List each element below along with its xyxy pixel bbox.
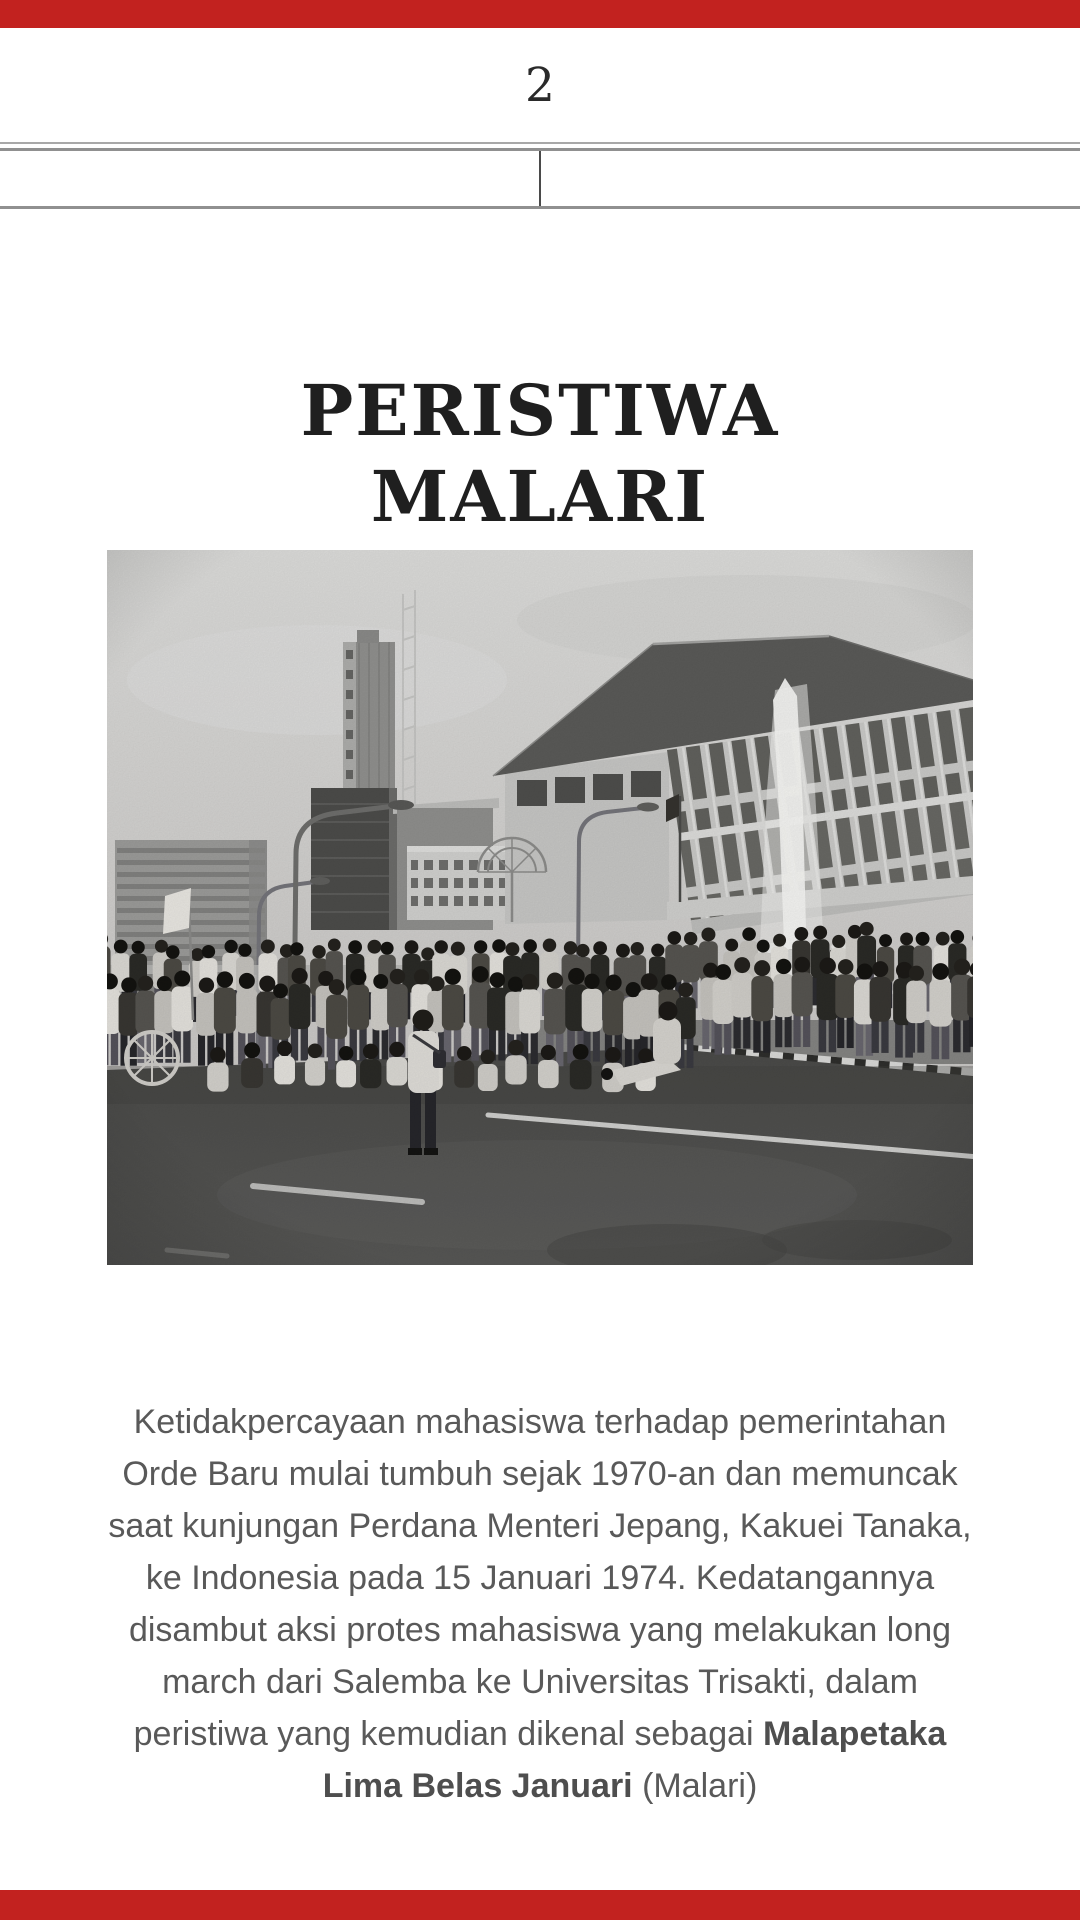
top-accent-bar <box>0 0 1080 28</box>
header-table-cell-left <box>0 151 541 206</box>
paragraph-text-after: (Malari) <box>632 1767 758 1805</box>
page-title <box>0 368 1080 540</box>
header-table <box>0 148 1080 209</box>
protest-photo-illustration <box>107 550 973 1265</box>
paragraph-bold-phrase: Malapetaka Lima Belas Januari <box>322 1715 947 1805</box>
bottom-accent-bar <box>0 1890 1080 1920</box>
paragraph-text: Ketidakpercayaan mahasiswa terhadap pemerintahan Orde Baru mulai tumbuh sejak 1970-an dan memuncak saat kunjungan Perdana Menteri Jepang, Kakuei Tanaka, ke Indonesia pada 15 Januari 1974. Kedatangannya disambut aksi protes mahasiswa yang melakukan long march dari Salemba ke Universitas Trisakti, dalam peristiwa yang kemudian dikenal sebagai <box>108 1403 972 1753</box>
body-paragraph <box>100 1396 980 1812</box>
header-rule <box>0 142 1080 144</box>
page-title-line-1: PERISTIWA <box>300 368 780 452</box>
page-number: 2 <box>525 58 555 113</box>
photo-vignette-overlay <box>107 550 973 1265</box>
protest-photo <box>107 550 973 1265</box>
header-table-cell-right <box>541 151 1080 206</box>
page-title-line-2: MALARI <box>370 454 710 538</box>
